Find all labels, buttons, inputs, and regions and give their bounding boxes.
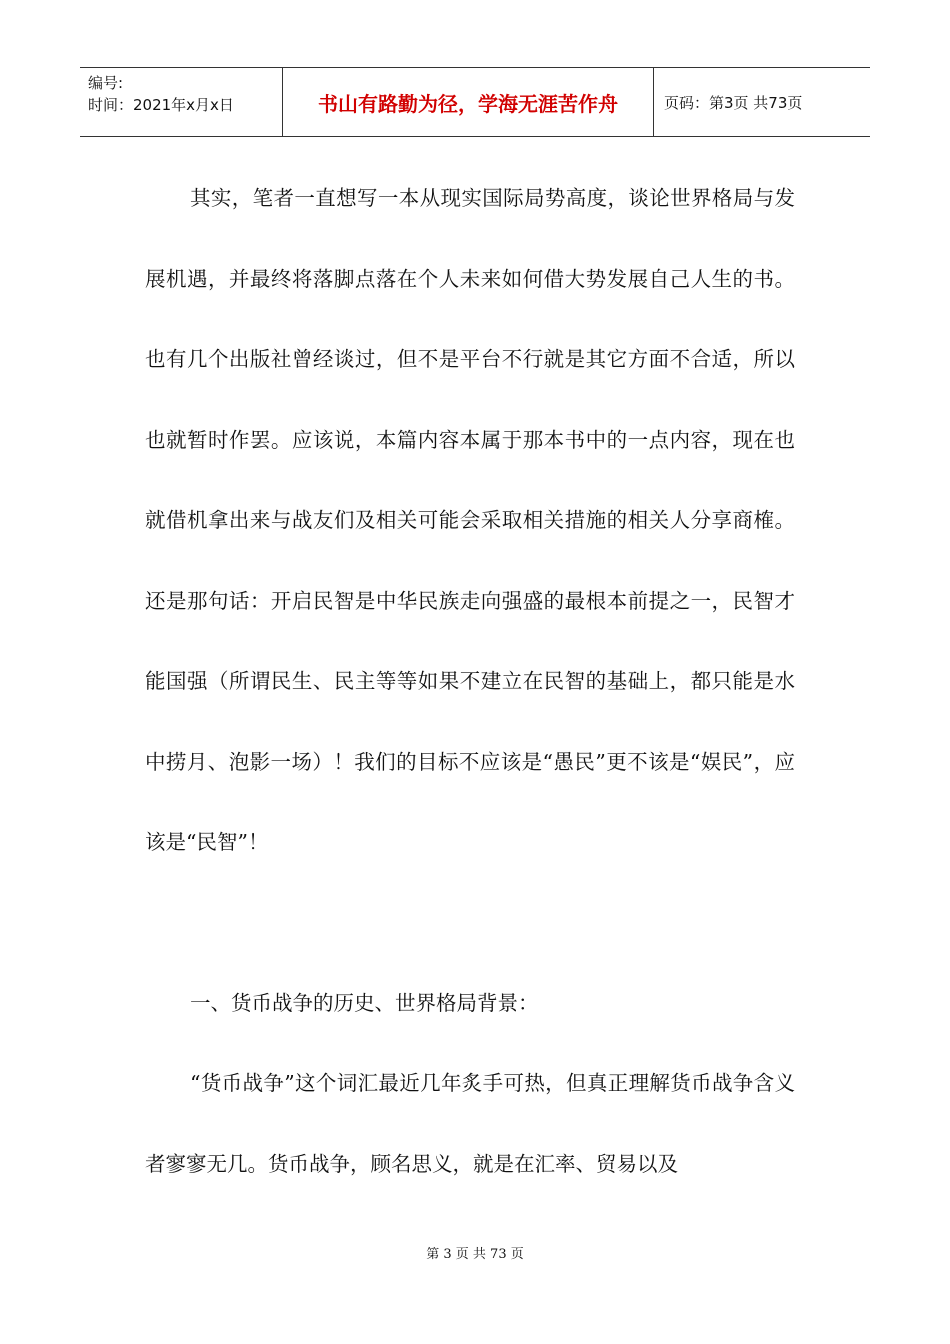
header-motto: 书山有路勤为径，学海无涯苦作舟: [282, 68, 654, 136]
header-page-label: 页码：第3页 共73页: [664, 93, 803, 112]
paragraph-currency-war: “货币战争”这个词汇最近几年炙手可热，但真正理解货币战争含义者寥寥无几。货币战争，顾名思义，就是在汇率、贸易以及: [145, 1071, 795, 1176]
page-header: [80, 67, 870, 137]
header-meta: [80, 68, 282, 136]
page-footer: 第 3 页 共 73 页: [426, 1247, 524, 1262]
date-label: 时间：2021年x月x日: [88, 96, 234, 114]
section-heading: 一、货币战争的历史、世界格局背景：: [190, 990, 539, 1015]
paragraph-intro: 其实，笔者一直想写一本从现实国际局势高度，谈论世界格局与发展机遇，并最终将落脚点落在个人未来如何借大势发展自己人生的书。也有几个出版社曾经谈过，但不是平台不行就是其它方面不合适，所以也就暂时作罢。应该说，本篇内容本属于那本书中的一点内容，现在也就借机拿出来与战友们及相关可能会采取相关措施的相关人分享商榷。还是那句话：开启民智是中华民族走向强盛的最根本前提之一，民智才能国强（所谓民生、民主等等如果不建立在民智的基础上，都只能是水中捞月、泡影一场）！我们的目标不应该是“愚民”更不该是“娱民”，应该是“民智”！: [145, 186, 795, 854]
serial-label: 编号:: [88, 74, 124, 92]
paragraph-gap: [145, 883, 795, 963]
document-body: [145, 158, 795, 1204]
